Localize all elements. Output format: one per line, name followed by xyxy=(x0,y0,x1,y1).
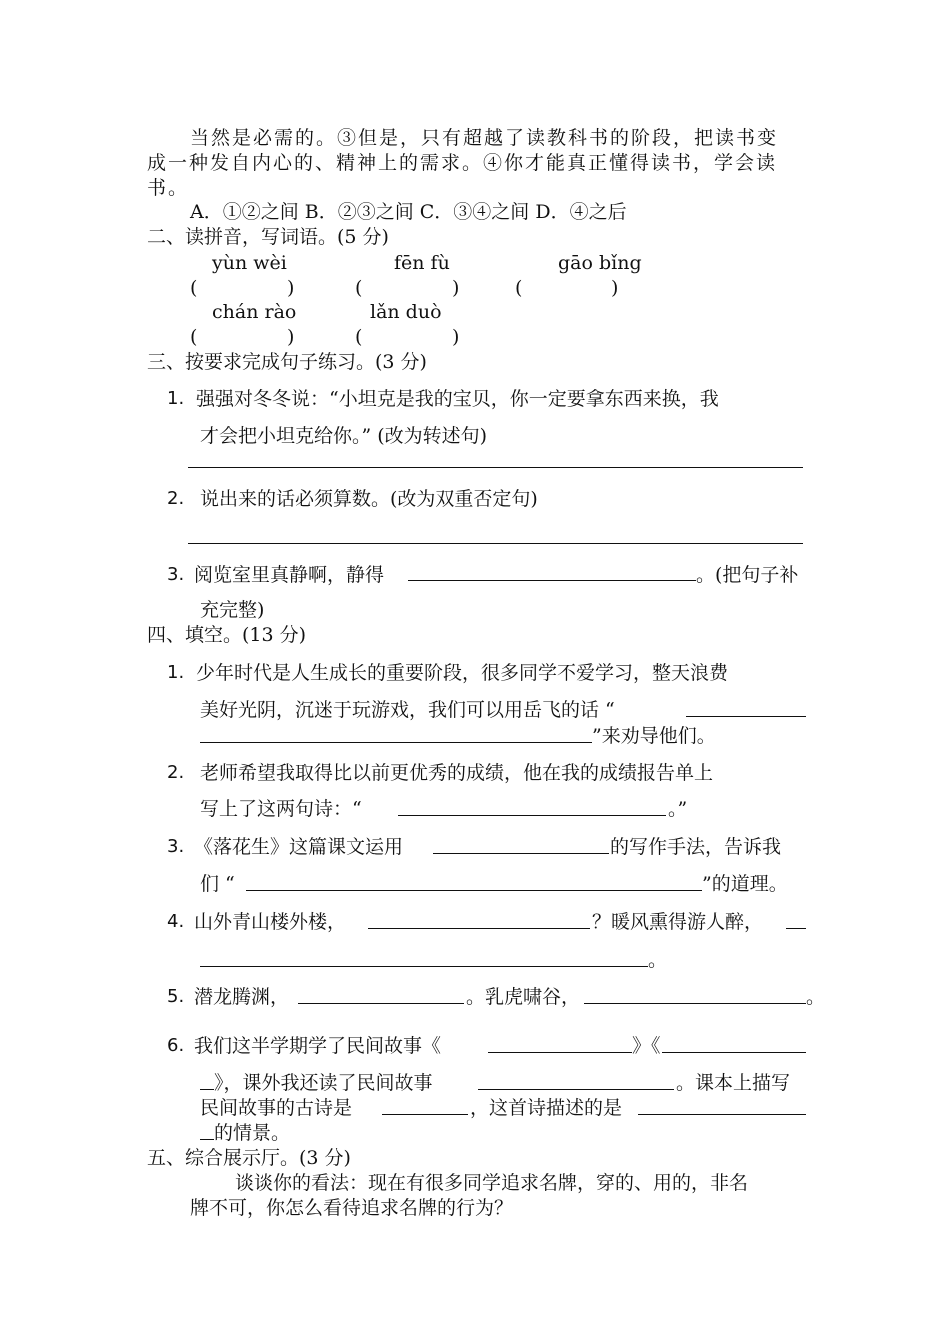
pinyin-3: gāo bǐng xyxy=(558,252,642,274)
bracket-close-4: ) xyxy=(287,326,295,348)
sec4-q4-line-1-pre: 山外青山楼外楼， xyxy=(194,911,347,933)
sec4-q6-line-4: 的情景。 xyxy=(214,1122,291,1144)
sec4-q1-line-2: 美好光阴，沉迷于玩游戏，我们可以用岳飞的话 “ xyxy=(200,699,615,721)
sec3-q2-number: 2. xyxy=(167,488,185,509)
section-4-title: 四、填空。(13 分) xyxy=(147,624,307,646)
sec3-q3-text-pre: 阅览室里真静啊，静得 xyxy=(194,564,385,586)
bracket-open-5: ( xyxy=(355,326,363,348)
sec4-q6-blank-b-end[interactable] xyxy=(200,1089,214,1090)
sec3-q2-text: 说出来的话必须算数。(改为双重否定句) xyxy=(200,488,538,510)
sec4-q6-blank-b[interactable] xyxy=(662,1052,806,1053)
sec4-q1-blank-a[interactable] xyxy=(686,716,806,717)
bracket-open-4: ( xyxy=(190,326,198,348)
sec3-q2-answer-line[interactable] xyxy=(188,543,803,544)
section-3-title: 三、按要求完成句子练习。(3 分) xyxy=(147,351,427,373)
bracket-close-3: ) xyxy=(611,277,619,299)
sec3-q3-line-2: 充完整) xyxy=(200,599,265,621)
sec5-line-2: 牌不可，你怎么看待追求名牌的行为？ xyxy=(190,1197,514,1219)
sec3-q1-answer-line[interactable] xyxy=(188,467,803,468)
sec5-line-1: 谈谈你的看法：现在有很多同学追求名牌，穿的、用的，非名 xyxy=(235,1172,749,1194)
sec4-q6-blank-e[interactable] xyxy=(638,1114,806,1115)
section-2-title: 二、读拼音，写词语。(5 分) xyxy=(147,226,389,248)
sec4-q6-line-1-pre: 我们这半学期学了民间故事《 xyxy=(194,1035,442,1057)
sec3-q3-number: 3. xyxy=(167,564,185,585)
sec4-q1-blank-b[interactable] xyxy=(200,742,592,743)
sec4-q3-blank-a[interactable] xyxy=(433,853,609,854)
pinyin-1: yùn wèi xyxy=(212,252,287,274)
pinyin-2: fēn fù xyxy=(394,252,450,274)
sec4-q6-blank-e-end[interactable] xyxy=(200,1139,214,1140)
sec4-q3-number: 3. xyxy=(167,836,185,857)
bracket-close-2: ) xyxy=(452,277,460,299)
bracket-close-1: ) xyxy=(287,277,295,299)
sec4-q6-line-1-mid: 》《 xyxy=(632,1035,661,1057)
sec4-q4-line-1-post: ？暖风熏得游人醉， xyxy=(592,911,764,933)
intro-line-3: 书。 xyxy=(147,177,190,199)
sec4-q3-blank-b[interactable] xyxy=(246,890,702,891)
sec4-q2-number: 2. xyxy=(167,762,185,783)
intro-line-1: 当然是必需的。③但是，只有超越了读教科书的阶段，把读书变 xyxy=(190,127,779,149)
intro-line-2: 成一种发自内心的、精神上的需求。④你才能真正懂得读书，学会读 xyxy=(147,152,778,174)
sec3-q3-text-post: 。(把句子补 xyxy=(696,564,799,586)
sec4-q1-number: 1. xyxy=(167,662,185,683)
sec4-q6-number: 6. xyxy=(167,1035,185,1056)
sec4-q1-line-1: 少年时代是人生成长的重要阶段，很多同学不爱学习，整天浪费 xyxy=(196,662,729,684)
sec4-q1-line-3: ”来劝导他们。 xyxy=(592,725,716,747)
sec4-q3-line-1-post: 的写作手法，告诉我 xyxy=(610,836,782,858)
section-5-title: 五、综合展示厅。(3 分) xyxy=(147,1147,351,1169)
sec4-q6-line-3-pre: 民间故事的古诗是 xyxy=(200,1097,353,1119)
sec4-q2-line-2-post: 。” xyxy=(668,798,688,820)
answer-options: A．①②之间 B．②③之间 C．③④之间 D．④之后 xyxy=(190,201,627,223)
sec4-q5-post: 。 xyxy=(806,986,826,1008)
sec4-q5-pre: 潜龙腾渊， xyxy=(194,986,290,1008)
sec4-q2-line-1: 老师希望我取得比以前更优秀的成绩，他在我的成绩报告单上 xyxy=(200,762,714,784)
sec4-q4-line-2-post: 。 xyxy=(648,949,668,971)
sec4-q6-line-2-post: 。课本上描写 xyxy=(676,1072,791,1094)
sec3-q1-line-2: 才会把小坦克给你。” (改为转述句) xyxy=(200,425,488,447)
sec4-q3-line-2-pre: 们 “ xyxy=(200,873,235,895)
sec4-q6-blank-d[interactable] xyxy=(382,1114,468,1115)
sec4-q3-line-2-post: ”的道理。 xyxy=(702,873,788,895)
pinyin-5: lǎn duò xyxy=(370,301,442,323)
bracket-open-1: ( xyxy=(190,277,198,299)
sec4-q6-line-3-mid: ，这首诗描述的是 xyxy=(470,1097,623,1119)
sec4-q6-line-2-pre: 》，课外我还读了民间故事 xyxy=(214,1072,433,1094)
sec4-q6-blank-c[interactable] xyxy=(478,1089,674,1090)
sec4-q4-blank-b-start[interactable] xyxy=(786,928,806,929)
sec4-q4-blank-b[interactable] xyxy=(200,966,648,967)
sec4-q6-blank-a[interactable] xyxy=(488,1052,632,1053)
sec4-q5-mid: 。乳虎啸谷， xyxy=(466,986,581,1008)
sec4-q4-number: 4. xyxy=(167,911,185,932)
sec4-q5-number: 5. xyxy=(167,986,185,1007)
sec4-q2-blank[interactable] xyxy=(398,815,666,816)
bracket-open-2: ( xyxy=(355,277,363,299)
sec4-q4-blank-a[interactable] xyxy=(368,928,590,929)
sec4-q2-line-2-pre: 写上了这两句诗：“ xyxy=(200,798,362,820)
sec3-q1-number: 1. xyxy=(167,388,185,409)
bracket-open-3: ( xyxy=(515,277,523,299)
sec4-q5-blank-a[interactable] xyxy=(298,1003,464,1004)
sec4-q3-line-1-pre: 《落花生》这篇课文运用 xyxy=(194,836,404,858)
bracket-close-5: ) xyxy=(452,326,460,348)
sec4-q5-blank-b[interactable] xyxy=(584,1003,806,1004)
sec3-q3-blank[interactable] xyxy=(408,580,696,581)
sec3-q1-line-1: 强强对冬冬说：“小坦克是我的宝贝，你一定要拿东西来换，我 xyxy=(196,388,719,410)
pinyin-4: chán rào xyxy=(212,301,297,323)
